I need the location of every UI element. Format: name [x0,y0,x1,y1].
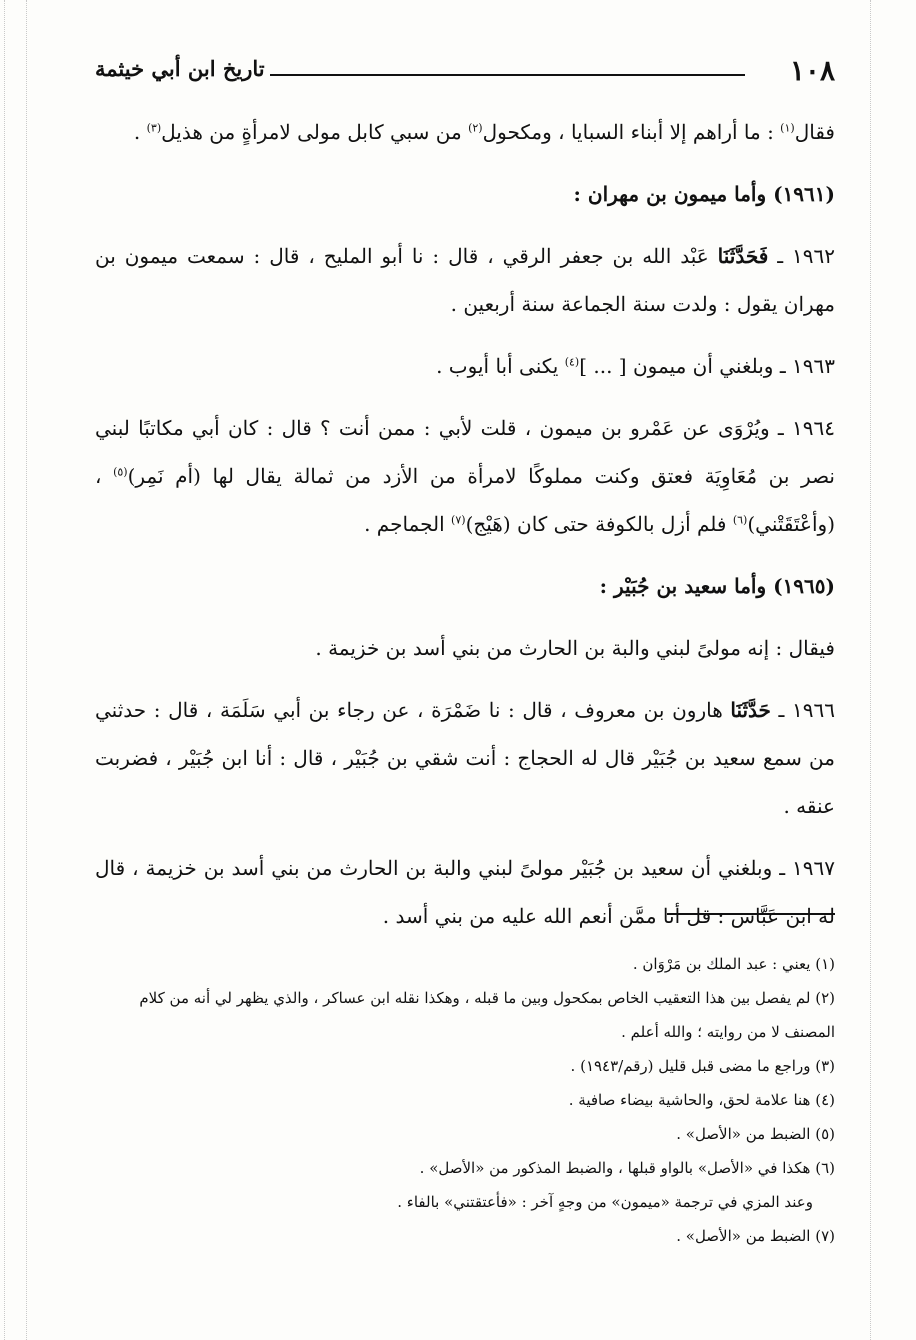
main-text [95,108,835,954]
footnote: (٦) هكذا في «الأصل» بالواو قبلها ، والضبط المذكور من «الأصل» . [419,1159,835,1177]
entry-number: ١٩٦٢ ـ [768,244,835,268]
footnote: (١) يعني : عبد الملك بن مَرْوَان . [632,955,835,973]
footnote-ref: (٢) [468,121,483,135]
section-heading: (١٩٦٥) وأما سعيد بن جُبَيْر : [599,574,835,598]
footnote-ref: (١) [780,121,795,135]
footnote: (٢) لم يفصل بين هذا التعقيب الخاص بمكحول وبين ما قبله ، وهكذا نقله ابن عساكر ، والذي يظهر لي أنه من كلام المصنف لا من روايته ؛ والله أعلم . [139,989,835,1041]
footnote: (٤) هنا علامة لحق، والحاشية بيضاء صافية . [568,1091,835,1109]
paragraph [95,108,835,156]
page-number: ١٠٨ [789,54,835,87]
text-run: فلم أزل بالكوفة حتى كان (هَيْج) [465,512,733,536]
text-run: يكنى أبا أيوب . [436,354,565,378]
text-run: : ما أراهم إلا أبناء السبايا ، ومكحول [482,120,781,144]
scan-margin-line [870,0,871,1340]
footnote: (٣) وراجع ما مضى قبل قليل (رقم/١٩٤٣) . [570,1057,835,1075]
footnotes [95,947,835,1253]
text-run: عَبْد الله بن جعفر الرقي ، قال : نا أبو المليح ، قال : سمعت ميمون بن مهران يقول : ولدت سنة الجماعة سنة أربعين . [95,244,835,316]
footnote-ref: (٣) [146,121,162,135]
header-rule [270,74,745,76]
entry-number: ١٩٦٦ ـ [770,698,835,722]
footnote: (٧) الضبط من «الأصل» . [676,1227,835,1245]
text-run: ١٩٦٣ ـ وبلغني أن ميمون [ ... ] [579,354,835,378]
page-header [95,52,835,96]
scan-margin-line [26,0,27,1340]
text-run: هارون بن معروف ، قال : نا ضَمْرَة ، عن رجاء بن أبي سَلَمَة ، قال : حدثني من سمع سعيد بن جُبَيْر قال له الحجاج : أنت شقي بن جُبَيْر ، قال : أنا ابن جُبَيْر ، فضربت عنقه . [95,698,835,818]
footnote-ref: (٧) [451,513,466,527]
footnote-ref: (٥) [113,465,128,479]
text-run: الجماجم . [364,512,452,536]
text-run: من سبي كابل مولى لامرأةٍ من هذيل [161,120,469,144]
footnote-ref: (٦) [732,513,748,527]
scan-margin-line [4,0,5,1340]
section-heading: (١٩٦١) وأما ميمون بن مهران : [573,182,835,206]
footnote-continuation: وعند المزي في ترجمة «ميمون» من وجهٍ آخر : «فأعتقتني» بالفاء . [397,1193,813,1211]
paragraph [95,232,835,328]
text-run: . [133,120,147,144]
footnote: (٥) الضبط من «الأصل» . [676,1125,835,1143]
paragraph [95,404,835,548]
narration-keyword: حَدَّثَنَا [730,698,771,722]
text-run: ، (وأعْتَقَتْني) [95,464,835,536]
footnote-separator [667,913,835,915]
running-title: تاريخ ابن أبي خيثمة [95,56,265,81]
text-run: فقال [794,120,835,144]
narration-keyword: فَحَدَّثَنَا [717,244,769,268]
paragraph: فيقال : إنه مولىً لبني والبة بن الحارث من بني أسد بن خزيمة . [315,636,835,660]
text-run: ١٩٦٤ ـ ويُرْوَى عن عَمْرو بن ميمون ، قلت لأبي : ممن أنت ؟ قال : كان أبي مكاتبًا لبني نصر بن مُعَاوِيَة فعتق وكنت مملوكًا لامرأة من الأزد من ثمالة يقال لها (أم نَمِر) [95,416,836,488]
paragraph [95,342,835,390]
paragraph [95,686,835,830]
footnote-ref: (٤) [564,355,580,369]
paragraph: ١٩٦٧ ـ وبلغني أن سعيد بن جُبَيْر مولىً لبني والبة بن الحارث من بني أسد بن خزيمة ، قال له ابن عَبَّاس : قل أنا ممَّن أنعم الله عليه من بني أسد . [95,856,835,928]
